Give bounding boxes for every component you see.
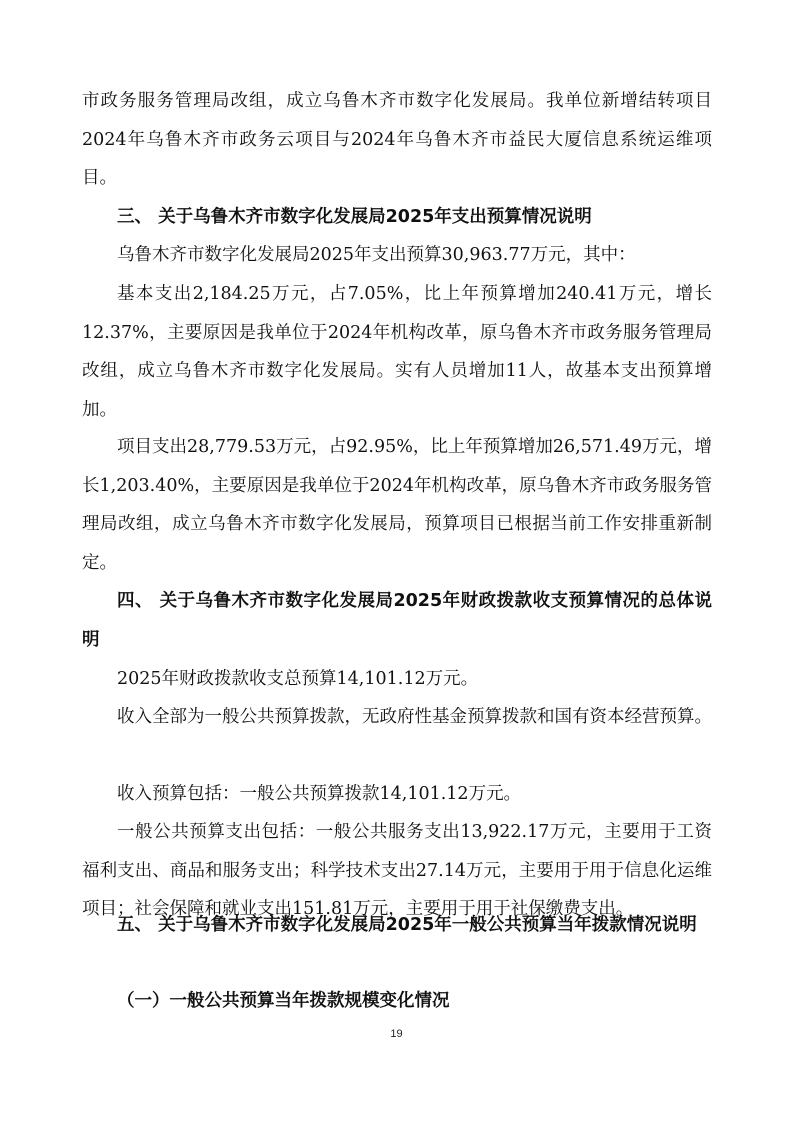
section-heading-5: 五、 关于乌鲁木齐市数字化发展局2025年一般公共预算当年拨款情况说明 [117,915,697,935]
paragraph-continued: 市政务服务管理局改组，成立乌鲁木齐市数字化发展局。我单位新增结转项目2024年乌鲁木齐市政务云项目与2024年乌鲁木齐市益民大厦信息系统运维项目。 [82,91,712,188]
paragraph-total-budget: 乌鲁木齐市数字化发展局2025年支出预算30,963.77万元，其中： [117,245,636,265]
page-number: 19 [390,1028,403,1040]
section-heading-4: 四、 关于乌鲁木齐市数字化发展局2025年财政拨款收支预算情况的总体说明 [82,591,712,650]
paragraph-fiscal-total: 2025年财政拨款收支总预算14,101.12万元。 [117,669,479,689]
section-heading-3: 三、 关于乌鲁木齐市数字化发展局2025年支出预算情况说明 [117,207,592,227]
subsection-heading-1: （一）一般公共预算当年拨款规模变化情况 [117,991,450,1011]
paragraph-income-budget: 收入预算包括：一般公共预算拨款14,101.12万元。 [117,784,522,804]
paragraph-income-source: 收入全部为一般公共预算拨款，无政府性基金预算拨款和国有资本经营预算。 [117,707,712,727]
paragraph-project-expenditure: 项目支出28,779.53万元，占92.95%，比上年预算增加26,571.49万元，增长1,203.40%，主要原因是我单位于2024年机构改革，原乌鲁木齐市政务服务管理局改组，成立乌鲁木齐市数字化发展局，预算项目已根据当前工作安排重新制定。 [82,437,712,573]
paragraph-basic-expenditure: 基本支出2,184.25万元，占7.05%，比上年预算增加240.41万元，增长12.37%，主要原因是我单位于2024年机构改革，原乌鲁木齐市政务服务管理局改组，成立乌鲁木齐市数字化发展局。实有人员增加11人，故基本支出预算增加。 [82,284,712,420]
paragraph-general-expenditure: 一般公共预算支出包括：一般公共服务支出13,922.17万元，主要用于工资福利支出、商品和服务支出；科学技术支出27.14万元，主要用于用于信息化运维项目；社会保障和就业支出151.81万元，主要用于用于社保缴费支出。 [82,822,712,919]
